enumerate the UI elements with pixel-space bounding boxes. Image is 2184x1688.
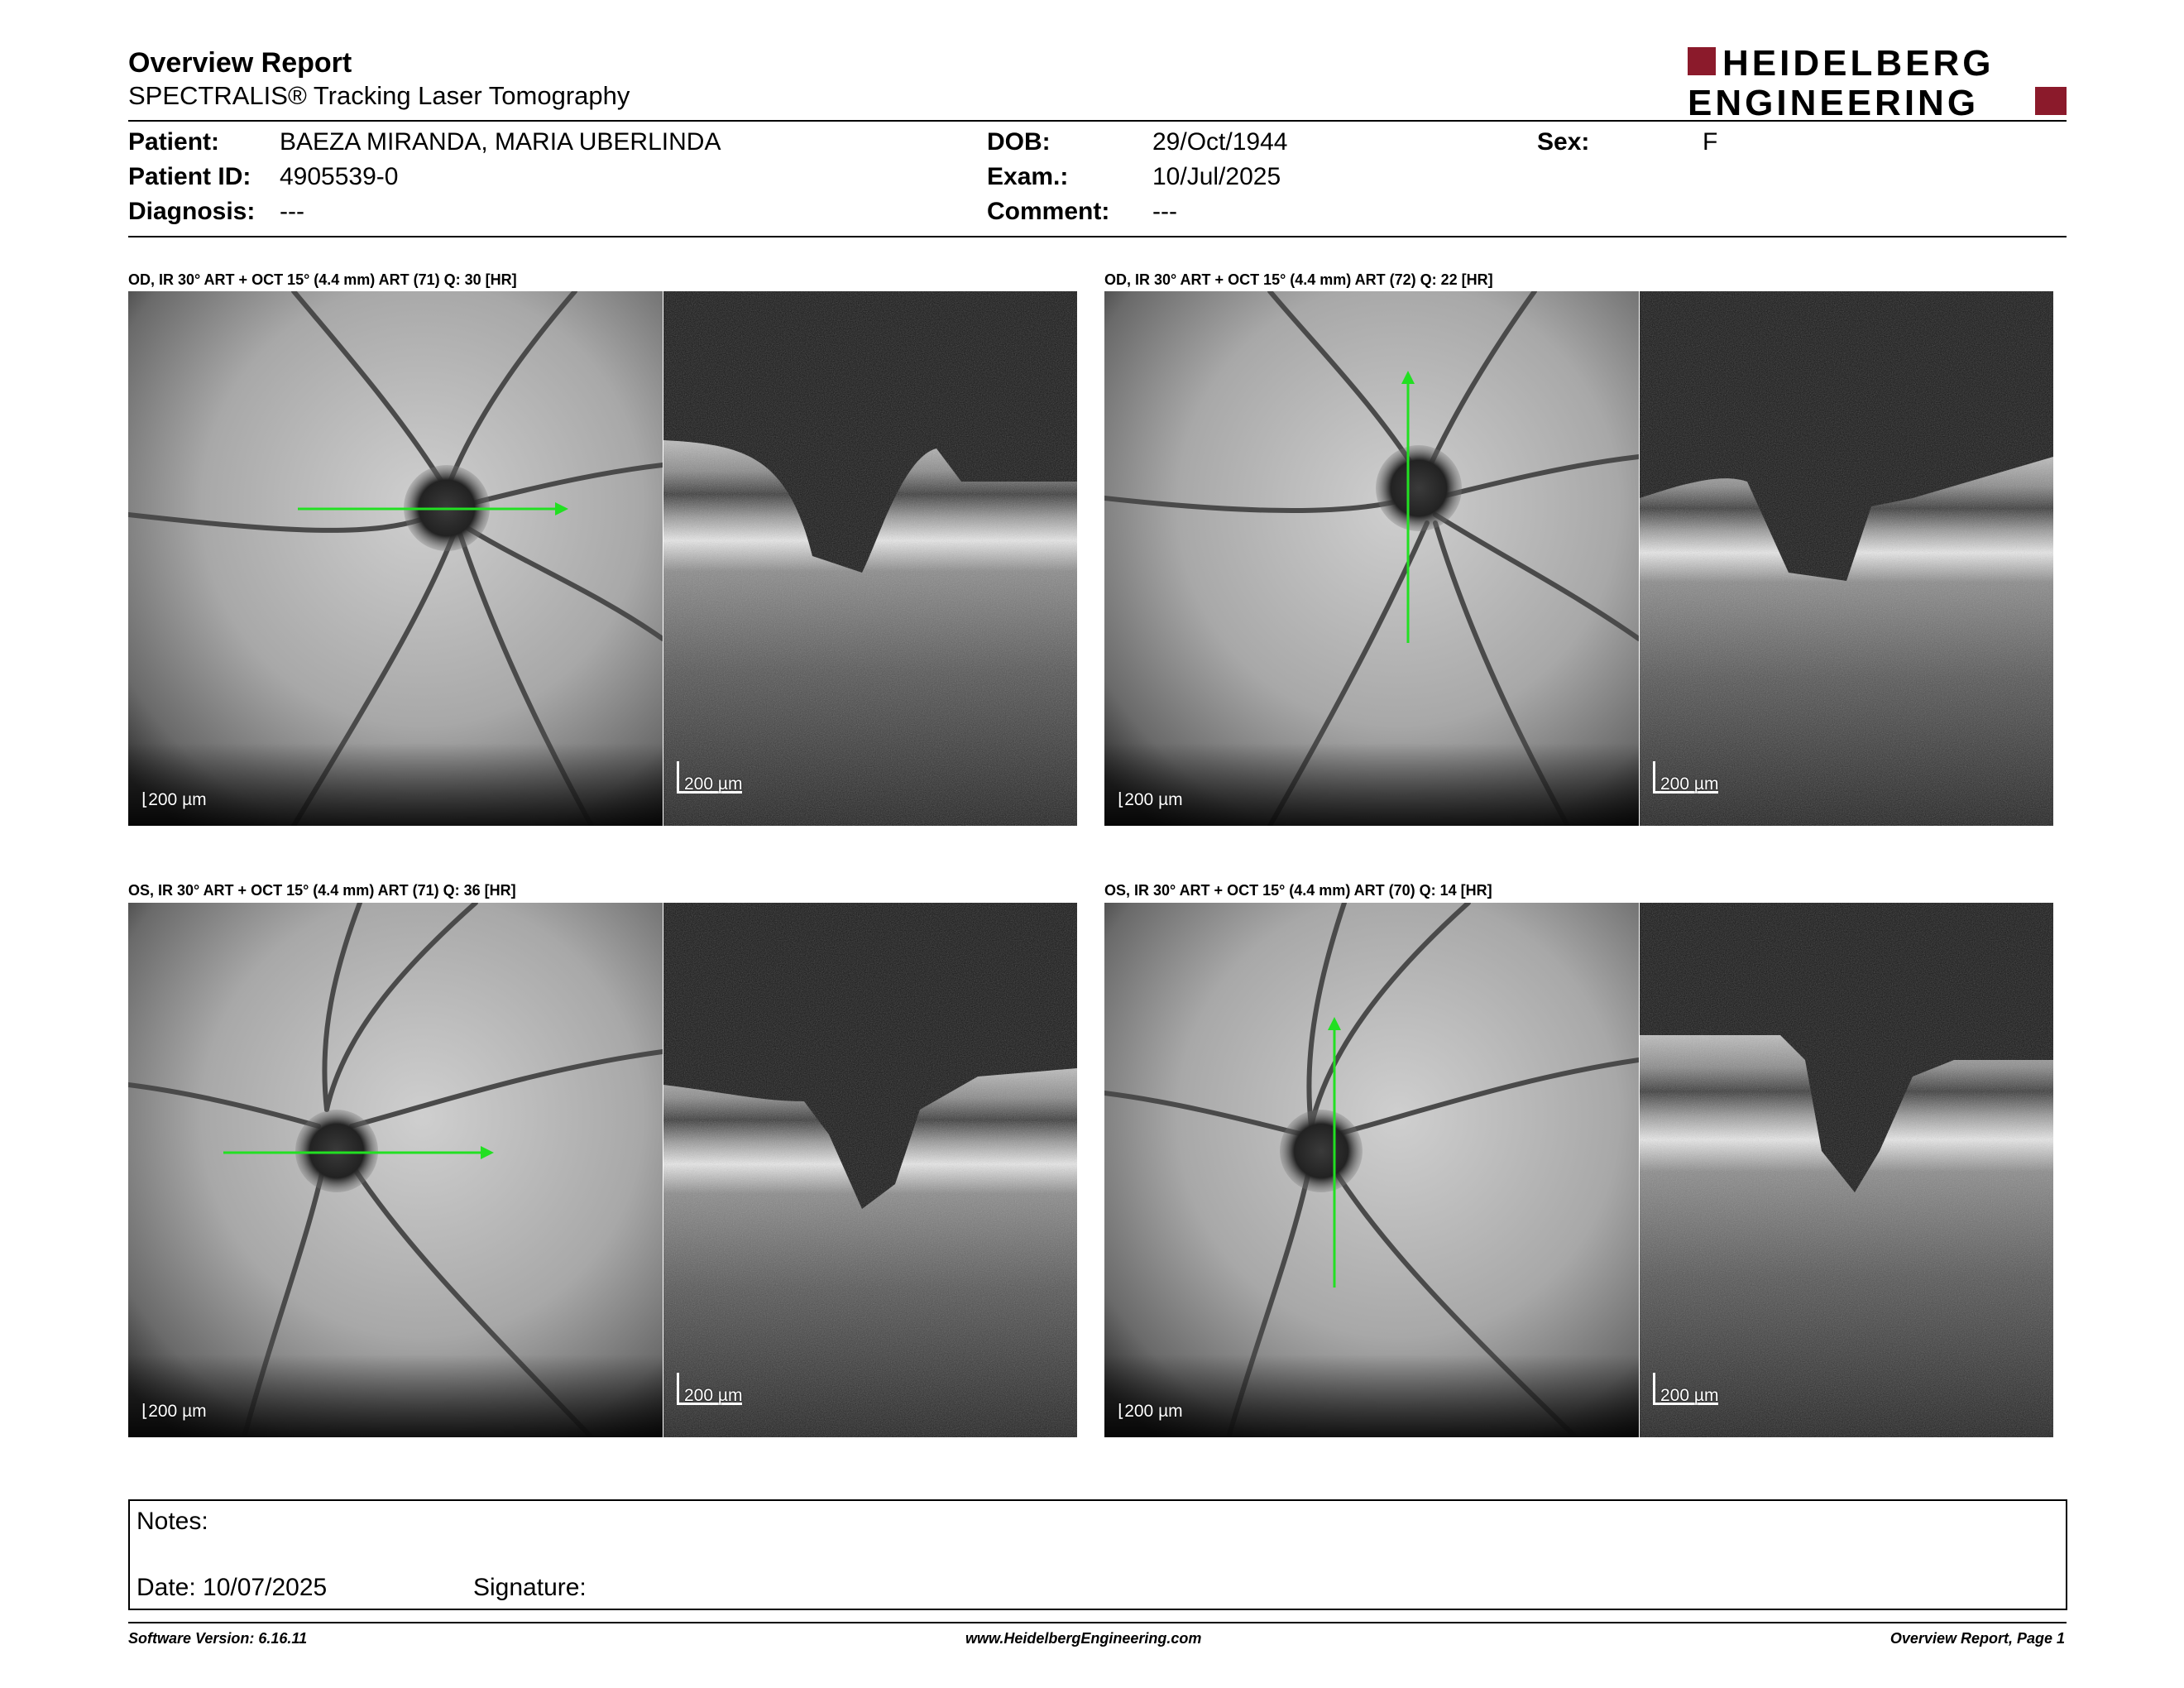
scan-line-arrow	[128, 903, 663, 1437]
ir-fundus-image-os-1	[128, 903, 663, 1437]
scale-bar-ir: ⌊200 µm	[141, 1402, 207, 1421]
comment-label: Comment:	[987, 198, 1110, 225]
oct-bscan-image-os-2	[1640, 903, 2053, 1437]
report-subtitle: SPECTRALIS® Tracking Laser Tomography	[128, 81, 630, 110]
patient-id-label: Patient ID:	[128, 163, 251, 190]
sex-value: F	[1703, 128, 1718, 156]
panel-title-od-2: OD, IR 30° ART + OCT 15° (4.4 mm) ART (72) Q: 22 [HR]	[1104, 271, 1493, 288]
software-version: Software Version: 6.16.11	[128, 1630, 308, 1647]
patient-name: BAEZA MIRANDA, MARIA UBERLINDA	[280, 128, 721, 156]
notes-label: Notes:	[136, 1508, 208, 1535]
dob-label: DOB:	[987, 128, 1051, 156]
logo-text-1: HEIDELBERG	[1722, 46, 1995, 84]
scale-bar-ir: ⌊200 µm	[1118, 1402, 1183, 1421]
patient-id: 4905539-0	[280, 163, 399, 190]
comment-value: ---	[1152, 198, 1177, 225]
page-number: Overview Report, Page 1	[1889, 1630, 2065, 1647]
header-divider	[128, 120, 2067, 122]
signature-label: Signature:	[473, 1574, 587, 1601]
panel-title-os-2: OS, IR 30° ART + OCT 15° (4.4 mm) ART (70) Q: 14 [HR]	[1104, 882, 1492, 899]
exam-value: 10/Jul/2025	[1152, 163, 1281, 190]
scan-line-arrow	[128, 291, 663, 826]
notes-box	[128, 1499, 2067, 1610]
scale-bar-oct: 200 µm	[677, 1373, 742, 1405]
scale-bar-oct: 200 µm	[677, 761, 742, 794]
exam-label: Exam.:	[987, 163, 1069, 190]
footer-divider	[128, 1622, 2067, 1623]
patient-divider	[128, 236, 2067, 237]
scale-bar-oct: 200 µm	[1653, 1373, 1718, 1405]
diagnosis-value: ---	[280, 198, 304, 225]
heidelberg-logo	[1688, 46, 2068, 118]
panel-title-od-1: OD, IR 30° ART + OCT 15° (4.4 mm) ART (71) Q: 30 [HR]	[128, 271, 517, 288]
date-label: Date: 10/07/2025	[136, 1574, 328, 1601]
panel-title-os-1: OS, IR 30° ART + OCT 15° (4.4 mm) ART (71) Q: 36 [HR]	[128, 882, 516, 899]
oct-bscan-image-od-2	[1640, 291, 2053, 826]
patient-label: Patient:	[128, 128, 220, 156]
scale-bar-ir: ⌊200 µm	[1118, 790, 1183, 809]
scan-line-arrow	[1104, 903, 1639, 1437]
scale-bar-ir: ⌊200 µm	[141, 790, 207, 809]
website-link[interactable]: www.HeidelbergEngineering.com	[965, 1630, 1202, 1647]
logo-text-2: ENGINEERING	[1688, 83, 1980, 118]
oct-bscan-image-os-1	[663, 903, 1077, 1437]
ir-fundus-image-od-2	[1104, 291, 1639, 826]
scan-line-arrow	[1104, 291, 1639, 826]
sex-label: Sex:	[1537, 128, 1590, 156]
diagnosis-label: Diagnosis:	[128, 198, 256, 225]
dob-value: 29/Oct/1944	[1152, 128, 1288, 156]
ir-fundus-image-os-2	[1104, 903, 1639, 1437]
report-title: Overview Report	[128, 47, 352, 79]
ir-fundus-image-od-1	[128, 291, 663, 826]
scale-bar-oct: 200 µm	[1653, 761, 1718, 794]
oct-bscan-image-od-1	[663, 291, 1077, 826]
